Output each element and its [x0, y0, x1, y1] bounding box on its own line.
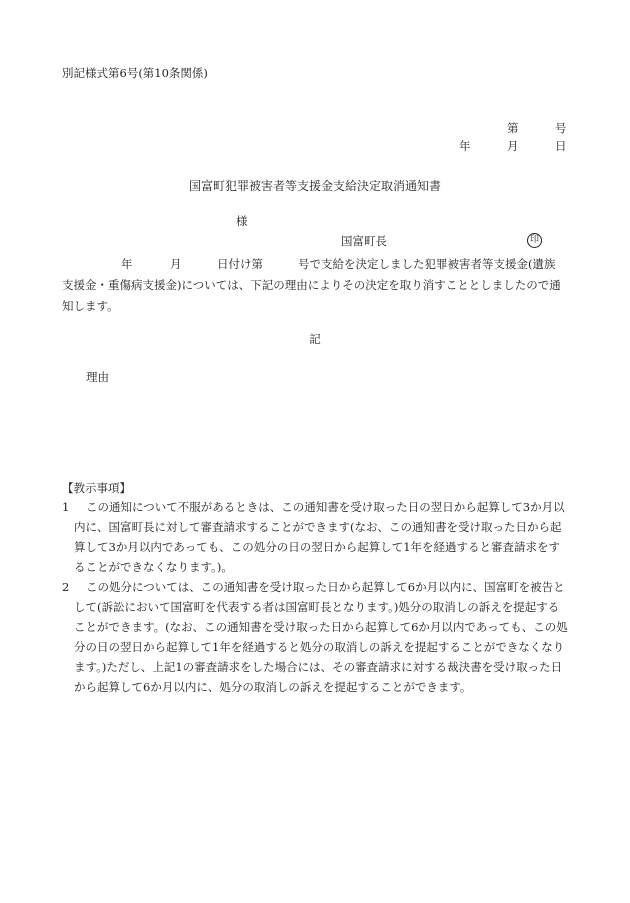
reason-label: 理由	[86, 370, 109, 384]
header-number-suffix: 号	[555, 121, 567, 135]
addressee-honorific: 様	[236, 214, 248, 228]
header-year: 年	[459, 139, 471, 153]
instruction-number: 1	[62, 500, 70, 514]
ki-heading: 記	[309, 332, 321, 346]
header-number-prefix: 第	[507, 121, 519, 135]
body-date-day-number: 日付け第	[217, 257, 263, 271]
instruction-item	[62, 577, 570, 697]
document-title: 国富町犯罪被害者等支援金支給決定取消通知書	[188, 179, 441, 193]
instruction-text: この通知について不服があるときは、この通知書を受け取った日の翌日から起算して3か月以内に、国富町長に対して審査請求することができます(なお、この通知書を受け取った日から起算して3か月以内であっても、この処分の日の翌日から起算して1年を経過すると審査請求をすることができなくなります。)。	[74, 500, 565, 574]
header-month: 月	[507, 139, 519, 153]
issuer-name: 国富町長	[341, 234, 387, 248]
seal-mark: 印	[527, 233, 542, 248]
body-date-year: 年	[121, 257, 133, 271]
header-day: 日	[555, 139, 567, 153]
instruction-item	[62, 497, 570, 577]
instructions-heading: 【教示事項】	[62, 481, 131, 495]
body-paragraph: 支援金・重傷病支援金)については、下記の理由によりその決定を取り消すこととしましたので通知します。	[62, 278, 561, 313]
form-label: 別記様式第6号(第10条関係)	[62, 66, 208, 80]
instruction-text: この処分については、この通知書を受け取った日から起算して6か月以内に、国富町を被告として(訴訟において国富町を代表する者は国富町長となります。)処分の取消しの訴えを提起することができます。(なお、この通知書を受け取った日から起算して6か月以内であっても、この処分の日の翌日から起算して1年を経過すると処分の取消しの訴えを提起することができなくなります。)ただし、上記1の審査請求をした場合には、その審査請求に対する裁決書を受け取った日から起算して6か月以内に、処分の取消しの訴えを提起することができます。	[74, 580, 568, 694]
instruction-number: 2	[62, 580, 70, 594]
body-date-month: 月	[170, 257, 182, 271]
body-first-line: 号で支給を決定しました犯罪被害者等支援金(遺族	[298, 257, 556, 271]
